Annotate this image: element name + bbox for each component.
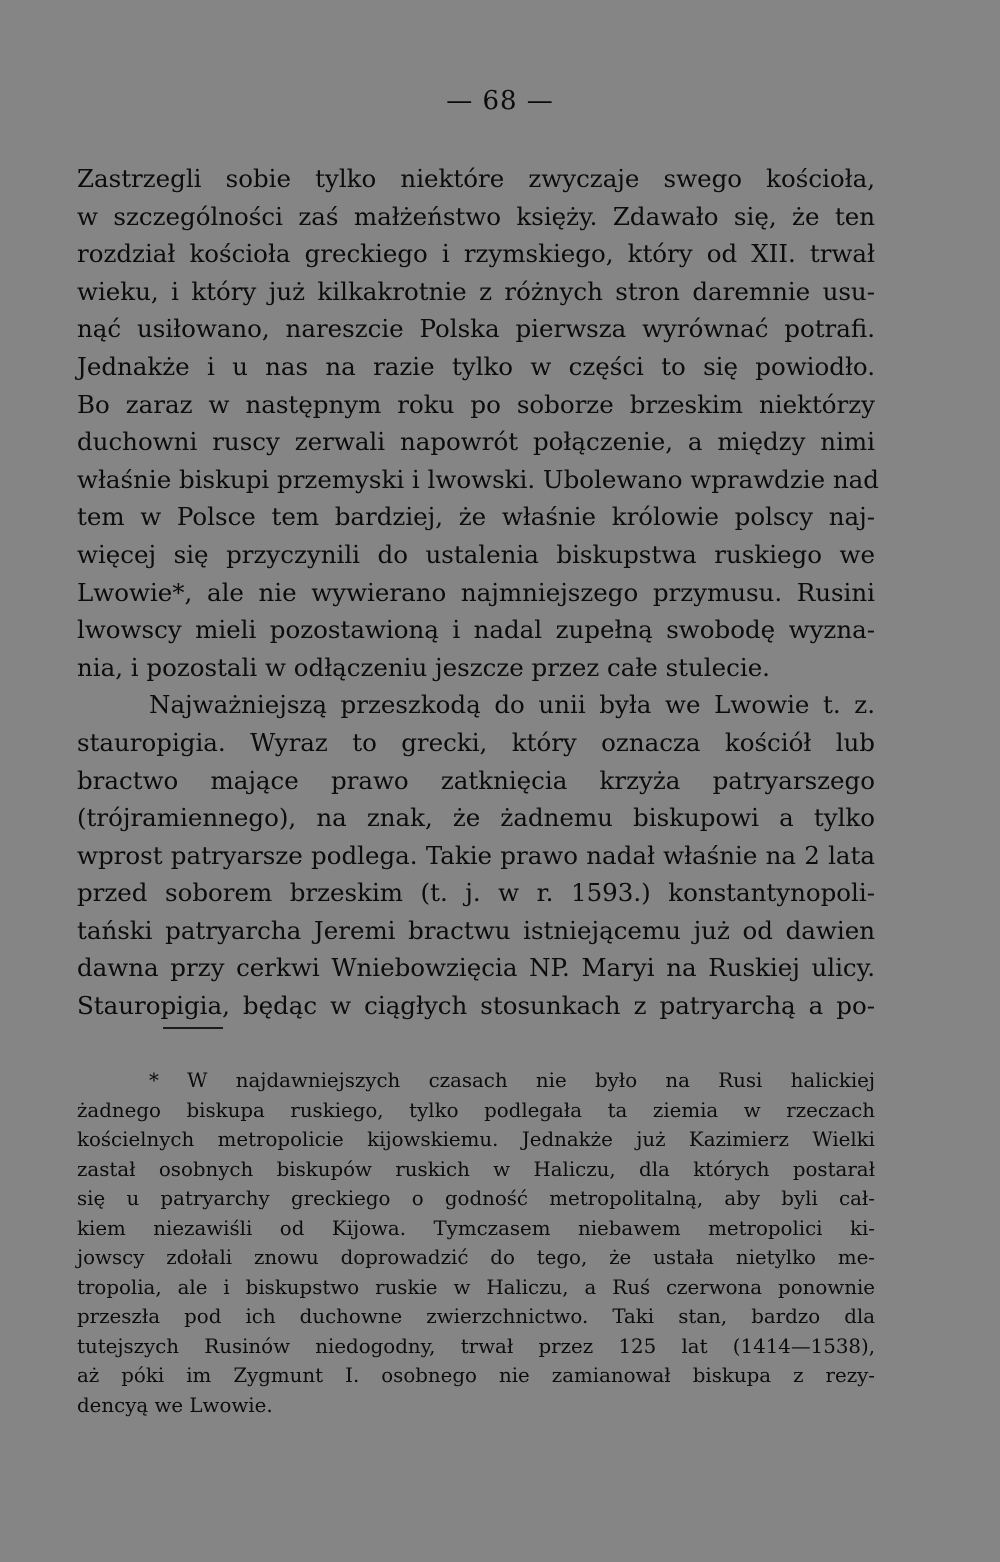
footnote-line: * W najdawniejszych czasach nie było na Rusi halickiej xyxy=(149,1069,875,1092)
text-line: przed soborem brzeskim (t. j. w r. 1593.) konstantynopoli- xyxy=(77,878,875,908)
text-line: bractwo mające prawo zatknięcia krzyża patryarszego xyxy=(77,765,875,795)
footnote-line: aż póki im Zygmunt I. osobnego nie zamianował biskupa z rezy- xyxy=(77,1364,875,1387)
text-line: Jednakże i u nas na razie tylko w części to się powiodło. xyxy=(77,351,875,381)
text-line: lwowscy mieli pozostawioną i nadal zupełną swobodę wyzna- xyxy=(77,615,875,645)
text-line: więcej się przyczynili do ustalenia biskupstwa ruskiego we xyxy=(77,539,875,569)
text-line: nąć usiłowano, nareszcie Polska pierwsza wyrównać potrafi. xyxy=(77,314,875,344)
footnote-line: kiem niezawiśli od Kijowa. Tymczasem niebawem metropolici ki- xyxy=(77,1216,875,1240)
text-line: stauropigia. Wyraz to grecki, który oznacza kościół lub xyxy=(77,727,875,757)
text-line: nia, i pozostali w odłączeniu jeszcze przez całe stulecie. xyxy=(77,652,770,682)
text-line: (trójramiennego), na znak, że żadnemu biskupowi a tylko xyxy=(77,803,875,833)
footnote-line: się u patryarchy greckiego o godność metropolitalną, aby byli cał- xyxy=(77,1187,875,1210)
text-line: duchowni ruscy zerwali napowrót połączenie, a między nimi xyxy=(77,427,875,457)
footnote-separator xyxy=(163,1027,223,1029)
footnote-line: tutejszych Rusinów niedogodny, trwał przez 125 lat (1414—1538), xyxy=(77,1334,875,1358)
footnote-line: kościelnych metropolicie kijowskiemu. Jednakże już Kazimierz Wielki xyxy=(77,1128,875,1151)
text-line: Bo zaraz w następnym roku po soborze brzeskim niektórzy xyxy=(77,389,875,419)
text-line: w szczególności zaś małżeństwo księży. Zdawało się, że ten xyxy=(77,201,875,231)
text-line: Stauropigia, będąc w ciągłych stosunkach z patryarchą a po- xyxy=(77,991,875,1021)
text-line: dawna przy cerkwi Wniebowzięcia NP. Maryi na Ruskiej ulicy. xyxy=(77,953,875,983)
text-line: tański patryarcha Jeremi bractwu istniejącemu już od dawien xyxy=(77,915,875,945)
footnote-line: żadnego biskupa ruskiego, tylko podlegała ta ziemia w rzeczach xyxy=(77,1098,875,1122)
text-line: Najważniejszą przeszkodą do unii była we Lwowie t. z. xyxy=(149,690,875,720)
main-text xyxy=(77,160,879,1025)
text-line: właśnie biskupi przemyski i lwowski. Ubolewano wprawdzie nad xyxy=(77,464,879,494)
footnote-line: jowscy zdołali znowu doprowadzić do tego, że ustała nietylko me- xyxy=(77,1246,875,1269)
text-line: Zastrzegli sobie tylko niektóre zwyczaje swego kościoła, xyxy=(77,164,875,193)
text-line: Lwowie*, ale nie wywierano najmniejszego przymusu. Rusini xyxy=(77,577,875,607)
page-number: — 68 — xyxy=(446,86,554,116)
text-line: wieku, i który już kilkakrotnie z różnych stron daremnie usu- xyxy=(77,276,875,306)
text-line: rozdział kościoła greckiego i rzymskiego, który od XII. trwał xyxy=(77,239,875,269)
footnote-line: zastał osobnych biskupów ruskich w Haliczu, dla których postarał xyxy=(77,1157,875,1181)
text-line: wprost patryarsze podlega. Takie prawo nadał właśnie na 2 lata xyxy=(77,840,875,870)
footnote xyxy=(77,1066,875,1420)
footnote-line: dencyą we Lwowie. xyxy=(77,1393,273,1417)
text-line: tem w Polsce tem bardziej, że właśnie królowie polscy naj- xyxy=(77,502,875,532)
footnote-line: przeszła pod ich duchowne zwierzchnictwo. Taki stan, bardzo dla xyxy=(77,1305,875,1328)
footnote-line: tropolia, ale i biskupstwo ruskie w Haliczu, a Ruś czerwona ponownie xyxy=(77,1275,875,1299)
